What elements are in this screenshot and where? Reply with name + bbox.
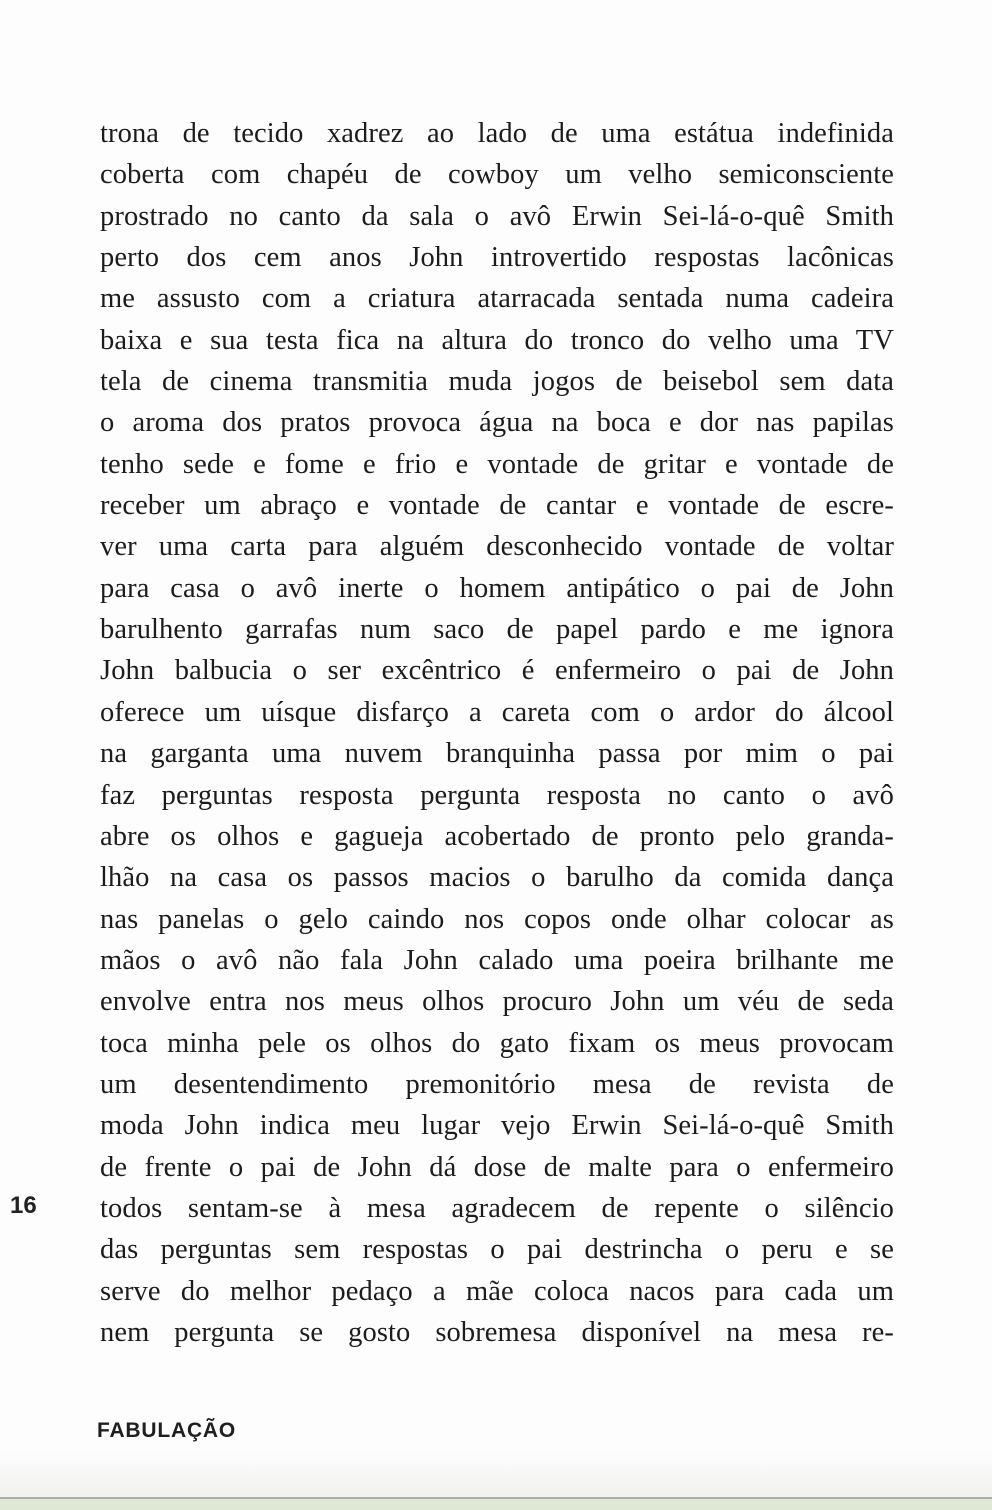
text-line: o aroma dos pratos provoca água na boca e dor nas papilas (100, 407, 894, 439)
text-line: tenho sede e fome e frio e vontade de gritar e vontade de (100, 448, 894, 480)
text-line: toca minha pele os olhos do gato fixam os meus provocam (100, 1027, 894, 1059)
text-line: nas panelas o gelo caindo nos copos onde olhar colocar as (100, 903, 894, 935)
text-line: faz perguntas resposta pergunta resposta no canto o avô (100, 779, 894, 811)
text-line: para casa o avô inerte o homem antipático o pai de John (100, 572, 894, 604)
text-line: tela de cinema transmitia muda jogos de beisebol sem data (100, 366, 894, 398)
viewer-bottom-edge (0, 1497, 992, 1510)
text-line: um desentendimento premonitório mesa de revista de (100, 1068, 894, 1100)
text-line: na garganta uma nuvem branquinha passa por mim o pai (100, 738, 894, 770)
page-bottom-fade (0, 1452, 992, 1497)
text-line: das perguntas sem respostas o pai destrincha o peru e se (100, 1234, 894, 1266)
text-line: lhão na casa os passos macios o barulho da comida dança (100, 862, 894, 894)
text-line: todos sentam-se à mesa agradecem de repente o silêncio (100, 1192, 894, 1224)
page-number: 16 (10, 1192, 37, 1219)
body-text (100, 113, 894, 1353)
running-footer-title: FABULAÇÃO (97, 1419, 237, 1442)
text-line: receber um abraço e vontade de cantar e vontade de escre- (100, 490, 894, 522)
text-line: moda John indica meu lugar vejo Erwin Sei-lá-o-quê Smith (100, 1110, 894, 1142)
text-line: mãos o avô não fala John calado uma poeira brilhante me (100, 944, 894, 976)
text-line: envolve entra nos meus olhos procuro John um véu de seda (100, 986, 894, 1018)
text-line: serve do melhor pedaço a mãe coloca nacos para cada um (100, 1275, 894, 1307)
text-line: trona de tecido xadrez ao lado de uma estátua indefinida (100, 118, 894, 149)
text-line: coberta com chapéu de cowboy um velho semiconsciente (100, 159, 894, 191)
text-line: nem pergunta se gosto sobremesa disponível na mesa re- (100, 1316, 894, 1348)
text-line: oferece um uísque disfarço a careta com o ardor do álcool (100, 696, 894, 728)
text-line: John balbucia o ser excêntrico é enfermeiro o pai de John (100, 655, 894, 687)
text-line: ver uma carta para alguém desconhecido vontade de voltar (100, 531, 894, 563)
text-line: baixa e sua testa fica na altura do tronco do velho uma TV (100, 324, 894, 356)
text-line: perto dos cem anos John introvertido respostas lacônicas (100, 242, 894, 274)
text-line: de frente o pai de John dá dose de malte para o enfermeiro (100, 1151, 894, 1183)
text-line: me assusto com a criatura atarracada sentada numa cadeira (100, 283, 894, 315)
text-line: barulhento garrafas num saco de papel pardo e me ignora (100, 614, 894, 646)
text-line: prostrado no canto da sala o avô Erwin Sei-lá-o-quê Smith (100, 200, 894, 232)
text-line: abre os olhos e gagueja acobertado de pronto pelo granda- (100, 820, 894, 852)
